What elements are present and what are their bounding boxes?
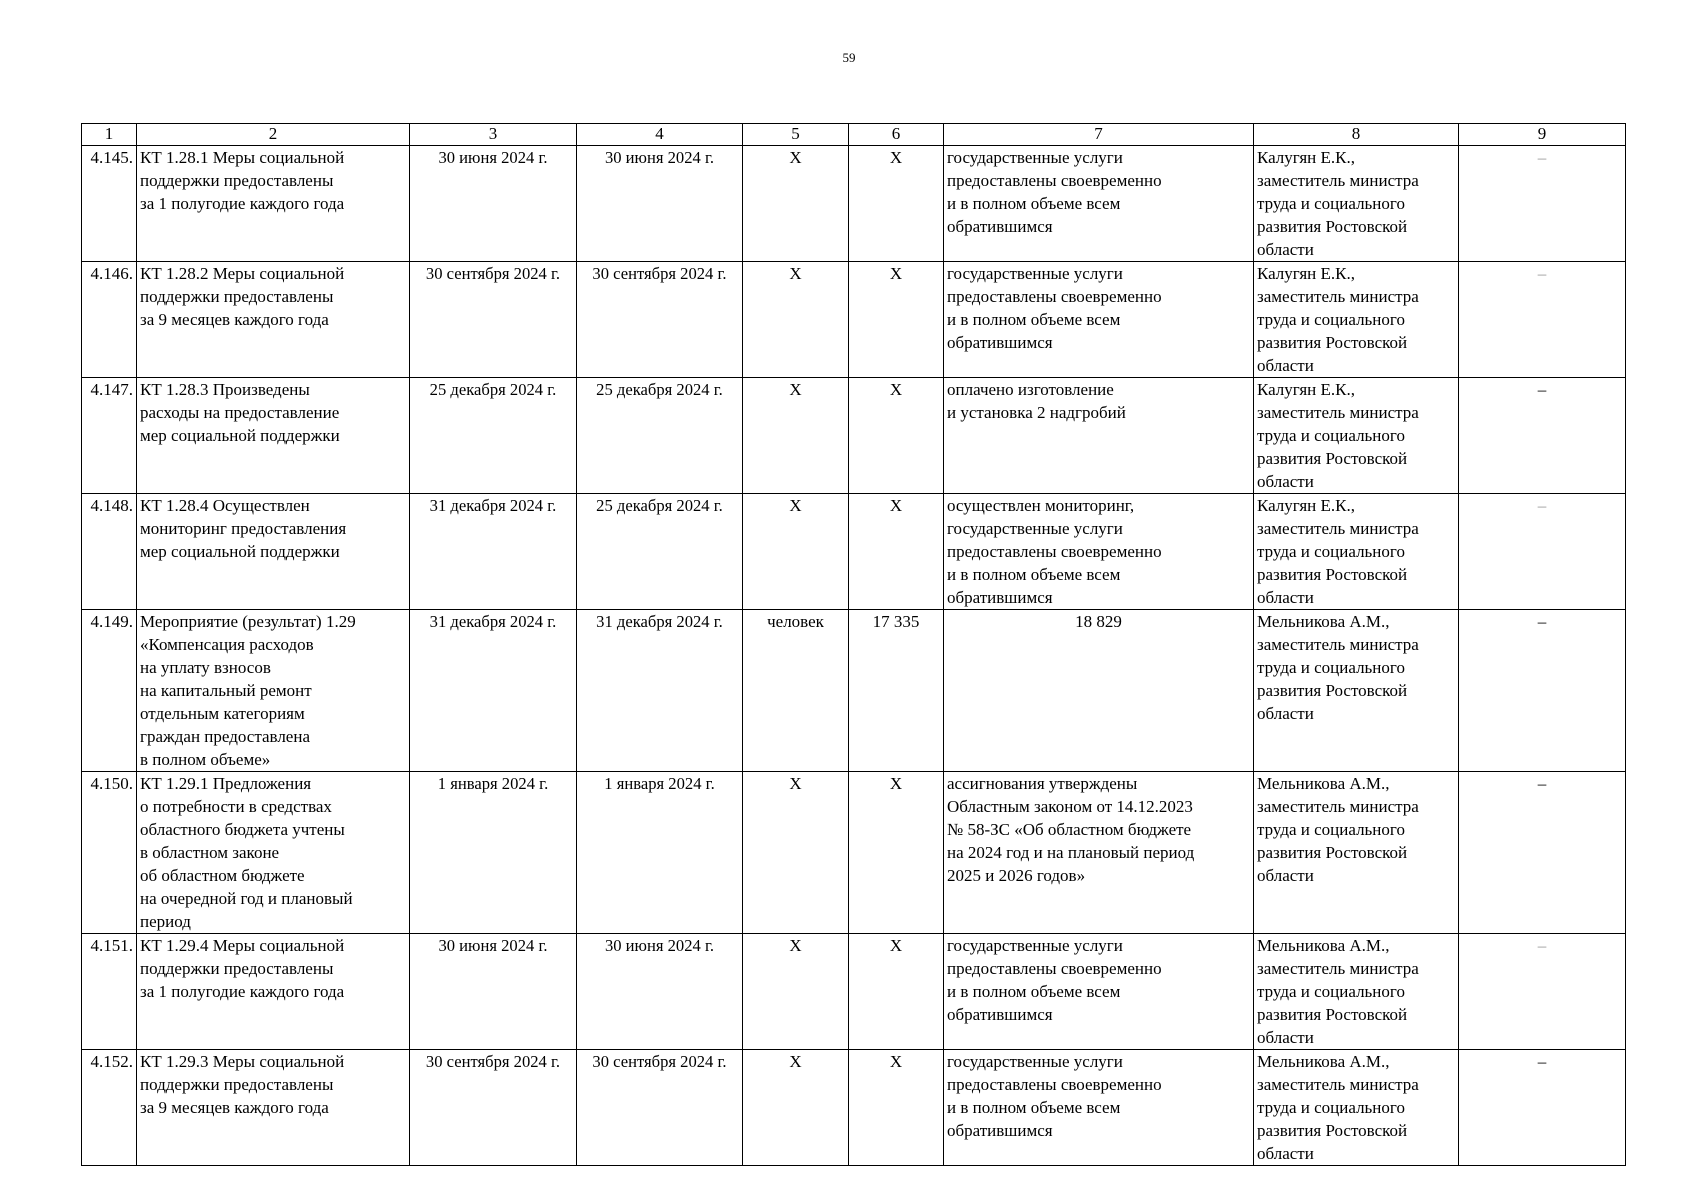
row-number: 4.152.	[82, 1050, 137, 1166]
planned-date: 1 января 2024 г.	[410, 772, 577, 934]
note: –	[1459, 772, 1626, 934]
row-number: 4.146.	[82, 262, 137, 378]
column-header: 7	[944, 124, 1254, 146]
unit: X	[743, 1050, 849, 1166]
table-row	[82, 1050, 1626, 1166]
planned-date: 31 декабря 2024 г.	[410, 610, 577, 772]
row-number: 4.149.	[82, 610, 137, 772]
planned-date: 30 июня 2024 г.	[410, 934, 577, 1050]
planned-value: X	[849, 1050, 944, 1166]
unit: X	[743, 772, 849, 934]
actual-result: государственные услуги предоставлены своевременно и в полном объеме всем обратившимся	[944, 146, 1254, 262]
planned-value: X	[849, 262, 944, 378]
actual-date: 30 июня 2024 г.	[577, 146, 743, 262]
note: –	[1459, 494, 1626, 610]
event-name: Мероприятие (результат) 1.29 «Компенсация расходов на уплату взносов на капитальный ремонт отдельным категориям граждан предоставлена в полном объеме»	[137, 610, 410, 772]
note: –	[1459, 934, 1626, 1050]
row-number: 4.150.	[82, 772, 137, 934]
page-number: 59	[842, 50, 856, 65]
unit: X	[743, 378, 849, 494]
column-header: 8	[1254, 124, 1459, 146]
column-header: 9	[1459, 124, 1626, 146]
actual-date: 30 сентября 2024 г.	[577, 1050, 743, 1166]
row-number: 4.148.	[82, 494, 137, 610]
note: –	[1459, 610, 1626, 772]
column-number-row	[82, 124, 1626, 146]
actual-result: ассигнования утверждены Областным законом от 14.12.2023 № 58-ЗС «Об областном бюджете на 2024 год и на плановый период 2025 и 2026 годов»	[944, 772, 1254, 934]
event-name: КТ 1.29.1 Предложения о потребности в средствах областного бюджета учтены в областном законе об областном бюджете на очередной год и плановый период	[137, 772, 410, 934]
actual-date: 30 июня 2024 г.	[577, 934, 743, 1050]
column-header: 5	[743, 124, 849, 146]
event-name: КТ 1.28.1 Меры социальной поддержки предоставлены за 1 полугодие каждого года	[137, 146, 410, 262]
responsible-person: Мельникова А.М., заместитель министра труда и социального развития Ростовской области	[1254, 610, 1459, 772]
planned-date: 30 сентября 2024 г.	[410, 1050, 577, 1166]
responsible-person: Калугян Е.К., заместитель министра труда и социального развития Ростовской области	[1254, 378, 1459, 494]
unit: X	[743, 494, 849, 610]
planned-value: X	[849, 934, 944, 1050]
unit: X	[743, 262, 849, 378]
row-number: 4.151.	[82, 934, 137, 1050]
actual-result: 18 829	[944, 610, 1254, 772]
event-name: КТ 1.28.3 Произведены расходы на предоставление мер социальной поддержки	[137, 378, 410, 494]
planned-value: 17 335	[849, 610, 944, 772]
actual-result: государственные услуги предоставлены своевременно и в полном объеме всем обратившимся	[944, 1050, 1254, 1166]
responsible-person: Калугян Е.К., заместитель министра труда и социального развития Ростовской области	[1254, 146, 1459, 262]
responsible-person: Калугян Е.К., заместитель министра труда и социального развития Ростовской области	[1254, 494, 1459, 610]
column-header: 6	[849, 124, 944, 146]
planned-value: X	[849, 494, 944, 610]
responsible-person: Мельникова А.М., заместитель министра труда и социального развития Ростовской области	[1254, 772, 1459, 934]
planned-date: 25 декабря 2024 г.	[410, 378, 577, 494]
table-row	[82, 494, 1626, 610]
planned-value: X	[849, 146, 944, 262]
report-table	[81, 123, 1626, 1166]
event-name: КТ 1.28.2 Меры социальной поддержки предоставлены за 9 месяцев каждого года	[137, 262, 410, 378]
event-name: КТ 1.29.4 Меры социальной поддержки предоставлены за 1 полугодие каждого года	[137, 934, 410, 1050]
note: –	[1459, 378, 1626, 494]
actual-date: 25 декабря 2024 г.	[577, 378, 743, 494]
actual-date: 30 сентября 2024 г.	[577, 262, 743, 378]
responsible-person: Мельникова А.М., заместитель министра труда и социального развития Ростовской области	[1254, 934, 1459, 1050]
note: –	[1459, 1050, 1626, 1166]
table-row	[82, 610, 1626, 772]
unit: человек	[743, 610, 849, 772]
actual-result: государственные услуги предоставлены своевременно и в полном объеме всем обратившимся	[944, 262, 1254, 378]
planned-value: X	[849, 378, 944, 494]
responsible-person: Калугян Е.К., заместитель министра труда и социального развития Ростовской области	[1254, 262, 1459, 378]
actual-date: 25 декабря 2024 г.	[577, 494, 743, 610]
row-number: 4.145.	[82, 146, 137, 262]
unit: X	[743, 934, 849, 1050]
note: –	[1459, 262, 1626, 378]
planned-date: 31 декабря 2024 г.	[410, 494, 577, 610]
table-row	[82, 378, 1626, 494]
column-header: 3	[410, 124, 577, 146]
responsible-person: Мельникова А.М., заместитель министра труда и социального развития Ростовской области	[1254, 1050, 1459, 1166]
table-row	[82, 934, 1626, 1050]
actual-result: государственные услуги предоставлены своевременно и в полном объеме всем обратившимся	[944, 934, 1254, 1050]
table-row	[82, 772, 1626, 934]
unit: X	[743, 146, 849, 262]
table-row	[82, 146, 1626, 262]
planned-date: 30 июня 2024 г.	[410, 146, 577, 262]
actual-date: 1 января 2024 г.	[577, 772, 743, 934]
column-header: 4	[577, 124, 743, 146]
actual-result: оплачено изготовление и установка 2 надгробий	[944, 378, 1254, 494]
note: –	[1459, 146, 1626, 262]
table-row	[82, 262, 1626, 378]
actual-date: 31 декабря 2024 г.	[577, 610, 743, 772]
row-number: 4.147.	[82, 378, 137, 494]
event-name: КТ 1.28.4 Осуществлен мониторинг предоставления мер социальной поддержки	[137, 494, 410, 610]
column-header: 1	[82, 124, 137, 146]
planned-date: 30 сентября 2024 г.	[410, 262, 577, 378]
actual-result: осуществлен мониторинг, государственные услуги предоставлены своевременно и в полном объеме всем обратившимся	[944, 494, 1254, 610]
event-name: КТ 1.29.3 Меры социальной поддержки предоставлены за 9 месяцев каждого года	[137, 1050, 410, 1166]
column-header: 2	[137, 124, 410, 146]
planned-value: X	[849, 772, 944, 934]
